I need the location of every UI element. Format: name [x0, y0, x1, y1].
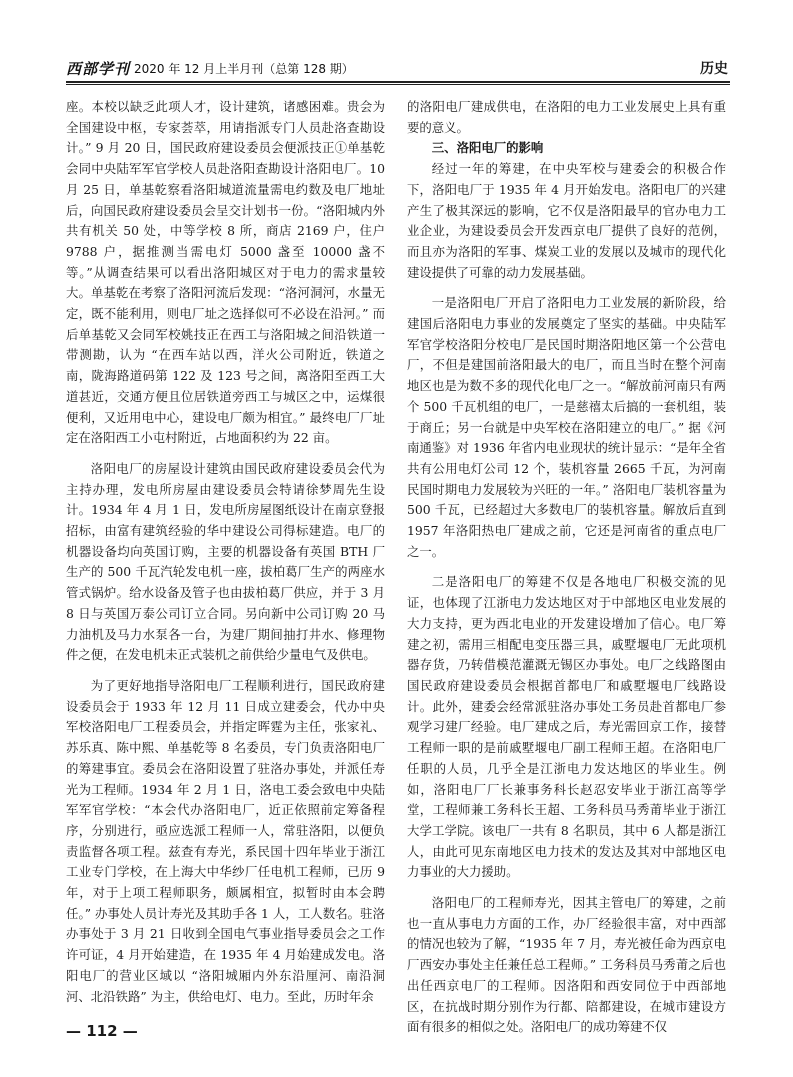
left-text-column	[66, 97, 385, 1007]
body-paragraph: 一是洛阳电厂开启了洛阳电力工业发展的新阶段，给建国后洛阳电力事业的发展奠定了坚实的基础。中央陆军军官学校洛阳分校电厂是民国时期洛阳地区第一个公营电厂，不但是建国前洛阳最大的电厂，而且当时在整个河南地区也是为数不多的现代化电厂之一。“解放前河南只有两个 500 千瓦机组的电厂，一是慈禧太后搞的一套机组，装于商丘；另一台就是中央军校在洛阳建立的电厂。” 据《河南通鉴》对 1936 年省内电业现状的统计显示：“是年全省共有公用电灯公司 12 个，装机容量 2665 千瓦，为河南民国时期电力发展较为兴旺的一年。” 洛阳电厂装机容量为 500 千瓦，已经超过大多数电厂的装机容量。解放后直到 1957 年洛阳热电厂建成之前，它还是河南省的重点电厂之一。	[407, 295, 726, 559]
paragraph-gap	[66, 666, 385, 676]
header-divider	[66, 81, 730, 83]
journal-logo: 西部学刊	[66, 60, 131, 78]
right-text-column	[407, 97, 726, 1038]
header-divider-thin	[66, 84, 730, 85]
body-paragraph: 经过一年的筹建，在中央军校与建委会的积极合作下，洛阳电厂于 1935 年 4 月开始发电。洛阳电厂的兴建产生了极其深远的影响，它不仅是洛阳最早的官办电力工业企业，为建设委员会开发西京电厂提供了良好的范例，而且亦为洛阳的军事、煤炭工业的发展以及城市的现代化建设提供了可靠的动力发展基础。	[407, 161, 726, 280]
body-paragraph: 的洛阳电厂建成供电，在洛阳的电力工业发展史上具有重要的意义。	[407, 99, 726, 135]
paragraph-gap	[66, 449, 385, 459]
body-paragraph: 为了更好地指导洛阳电厂工程顺利进行，国民政府建设委员会于 1933 年 12 月 11 日成立建委会，代办中央军校洛阳电厂工程委员会，并指定晖霆为主任，张家礼、苏乐真、陈中熙、单基乾等 8 名委员，专门负责洛阳电厂的筹建事宜。委员会在洛阳设置了驻洛办事处，并派任寿光为工程师。1934 年 2 月 1 日，洛电工委会致电中央陆军军官学校：“本会代办洛阳电厂，近正依照前定筹备程序，分别进行，亟应选派工程师一人，常驻洛阳，以便负责监督各项工程。兹查有寿光，系民国十四年毕业于浙江工业专门学校，在上海大中华纱厂任电机工程师，已历 9 年，对于上项工程师职务，颇属相宜，拟暂时由本会聘任。” 办事处人员计寿光及其助手各 1 人，工人数名。驻洛办事处于 3 月 21 日收到全国电气事业指导委员会之工作许可证，4 月开始建造，在 1935 年 4 月始建成发电。洛阳电厂的营业区域以 “洛阳城厢内外东沿厘河、南沿洞河、北沿铁路” 为主，供给电灯、电力。至此，历时年余	[66, 677, 385, 1004]
page-number: — 112 —	[66, 1022, 138, 1040]
paragraph-gap	[407, 883, 726, 893]
body-paragraph: 洛阳电厂的房屋设计建筑由国民政府建设委员会代为主持办理，发电所房屋由建设委员会特请徐梦周先生设计。1934 年 4 月 1 日，发电所房屋图纸设计在南京登报招标，由富有建筑经验的华中建设公司得标建造。电厂的机器设备均向英国订购，主要的机器设备有英国 BTH 厂生产的 500 千瓦汽轮发电机一座，拔柏葛厂生产的两座水管式锅炉。给水设备及管子也由拔柏葛厂供应，并于 3 月 8 日与英国万泰公司订立合同。另向新中公司订购 20 马力油机及马力水泵各一台，为建厂期间抽打井水、修理物件之便，在发电机未正式装机之前供给少量电气及供电。	[66, 460, 385, 663]
section-label: 历史	[700, 61, 728, 77]
body-paragraph: 洛阳电厂的工程师寿光，因其主管电厂的筹建，之前也一直从事电力方面的工作，办厂经验很丰富，对中西部的情况也较为了解，“1935 年 7 月，寿光被任命为西京电厂西安办事处主任兼任总工程师。” 工务科员马秀莆之后也出任西京电厂的工程师。因洛阳和西安同位于中西部地区，在抗战时期分别作为行都、陪都建设，在城市建设方面有很多的相似之处。洛阳电厂的成功筹建不仅	[407, 895, 726, 1035]
paragraph-gap	[407, 562, 726, 572]
body-paragraph: 座。本校以缺乏此项人才，设计建筑，诸感困难。贵会为全国建设中枢，专家荟萃，用请指派专门人员赴洛查勘设计。” 9 月 20 日，国民政府建设委员会便派技正①单基乾会同中央陆军军官学校人员赴洛阳查勘设计洛阳电厂。10 月 25 日，单基乾察看洛阳城道流量需电约数及电厂地址后，向国民政府建设委员会呈交计划书一份。“洛阳城内外共有机关 50 处，中等学校 8 所，商店 2169 户，住户 9788 户，据推测当需电灯 5000 盏至 10000 盏不等。”从调查结果可以看出洛阳城区对于电力的需求量较大。单基乾在考察了洛阳河流后发现：“洛河洞河，水量无定，既不能利用，则电厂址之选择似可不必设在沿河。” 而后单基乾又会同军校姚技正在西工与洛阳城之间沿铁道一带测勘，认为 “在西车站以西，洋火公司附近，铁道之南，陇海路道码第 122 及 123 号之间，离洛阳至西工大道甚近，交通方便且位居铁道旁西工与城区之中，运煤很便利，又近用电中心，建设电厂颇为相宜。” 最终电厂厂址定在洛阳西工小屯村附近，占地面积约为 22 亩。	[66, 99, 385, 446]
issue-info: 2020 年 12 月上半月刊（总第 128 期）	[134, 62, 354, 76]
page-header	[66, 58, 730, 78]
paragraph-gap	[407, 283, 726, 293]
body-paragraph: 二是洛阳电厂的筹建不仅是各地电厂积极交流的见证，也体现了江浙电力发达地区对于中部地区电业发展的大力支持，更为西北电业的开发建设增加了信心。电厂筹建之初，需用三相配电变压器三具，戚墅堰电厂无此项机器存货，乃转借模范灌溉无锡区办事处。电厂之线路图由国民政府建设委员会根据首都电厂和戚墅堰电厂线路设计。此外，建委会经常派驻洛办事处工务员赴首都电厂参观学习建厂经验。电厂建成之后，寿光需回京工作，接替工程师一职的是前戚墅堰电厂副工程师王超。在洛阳电厂任职的人员，几乎全是江浙电力发达地区的毕业生。例如，洛阳电厂厂长兼事务科长赵忍安毕业于浙江高等学堂，工程师兼工务科长王超、工务科员马秀莆毕业于浙江大学工学院。该电厂一共有 8 名职员，其中 6 人都是浙江人，由此可见东南地区电力技术的发达及其对中部地区电力事业的大力援助。	[407, 574, 726, 880]
section-heading: 三、洛阳电厂的影响	[431, 140, 544, 156]
